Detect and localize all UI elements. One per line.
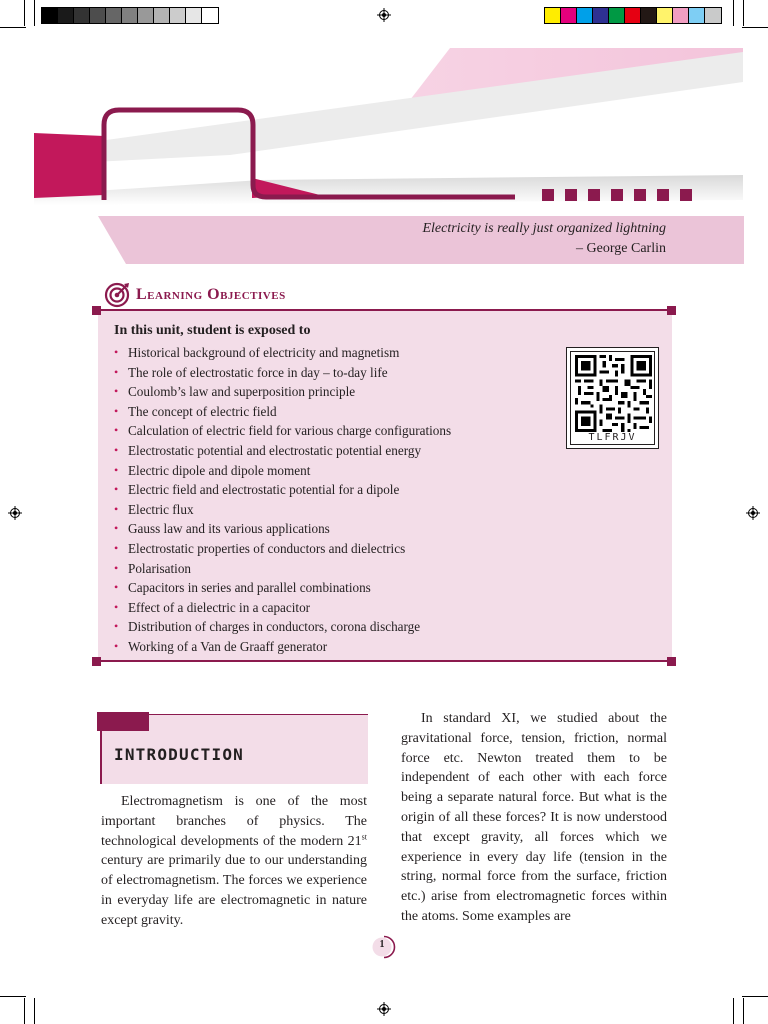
qr-code-icon — [575, 355, 652, 432]
divider — [149, 714, 368, 715]
list-item: • Calculation of electric field for various charge configurations — [114, 421, 451, 441]
list-item: • Historical background of electricity and magnetism — [114, 343, 451, 363]
quote-text: Electricity is really just organized lightning — [422, 221, 666, 236]
intro-paragraph-left — [101, 792, 367, 931]
list-item: • Effect of a dielectric in a capacitor — [114, 598, 451, 618]
learning-objectives-intro: In this unit, student is exposed to — [114, 323, 311, 338]
registration-mark-icon — [377, 1002, 391, 1016]
crop-mark — [743, 998, 744, 1024]
registration-mark-icon — [746, 506, 760, 520]
paragraph-text: century are primarily due to our understanding of electromagnetism. The forces we experience in everyday life are electromagnetic in nature except gravity. — [101, 853, 367, 928]
list-item: • The role of electrostatic force in day – to-day life — [114, 363, 451, 383]
superscript: st — [361, 831, 367, 841]
crop-mark — [742, 996, 768, 997]
intro-paragraph-right: In standard XI, we studied about the gravitational force, tension, friction, normal force etc. Newton treated them to be independent of each other with each force being a separate natural force. But what is the origin of all these forces? It is now understood that except gravity, all forces which we experience in every day life (tension in the string, normal force from the surface, friction etc.) arise from electromagnetic forces within the atoms. Some examples are — [401, 711, 667, 924]
divider — [96, 309, 676, 311]
corner-square — [667, 306, 676, 315]
crop-mark — [34, 998, 35, 1024]
corner-square — [92, 306, 101, 315]
list-item: • The concept of electric field — [114, 402, 451, 422]
divider — [96, 660, 676, 662]
list-item: • Electric field and electrostatic potential for a dipole — [114, 480, 451, 500]
section-title: INTRODUCTION — [114, 745, 244, 764]
crop-mark — [0, 996, 26, 997]
qr-code-card[interactable] — [566, 347, 659, 449]
list-item: • Electrostatic potential and electrostatic potential energy — [114, 441, 451, 461]
paragraph-text: Electromagnetism is one of the most important branches of physics. The technological developments of the modern 21 — [101, 794, 367, 849]
qr-code-label: TLFRJV — [588, 432, 637, 443]
quote-author: – George Carlin — [576, 241, 666, 256]
page-number: 1 — [379, 939, 385, 950]
corner-square — [92, 657, 101, 666]
list-item: • Electric flux — [114, 500, 451, 520]
learning-objectives-list — [114, 343, 451, 657]
learning-objectives-heading — [104, 282, 286, 308]
list-item: • Electric dipole and dipole moment — [114, 461, 451, 481]
registration-mark-icon — [8, 506, 22, 520]
list-item: • Coulomb’s law and superposition principle — [114, 382, 451, 402]
corner-square — [667, 657, 676, 666]
crop-mark — [24, 998, 25, 1024]
list-item: • Gauss law and its various applications — [114, 519, 451, 539]
heading-tab — [97, 712, 149, 731]
list-item: • Capacitors in series and parallel combinations — [114, 578, 451, 598]
crop-mark — [733, 998, 734, 1024]
list-item: • Distribution of charges in conductors, corona discharge — [114, 617, 451, 637]
learning-objectives-title: Learning Objectives — [136, 286, 286, 303]
list-item: • Electrostatic properties of conductors and dielectrics — [114, 539, 451, 559]
epigraph-quote — [422, 219, 666, 259]
list-item: • Working of a Van de Graaff generator — [114, 637, 451, 657]
target-icon — [104, 282, 130, 308]
list-item: • Polarisation — [114, 559, 451, 579]
